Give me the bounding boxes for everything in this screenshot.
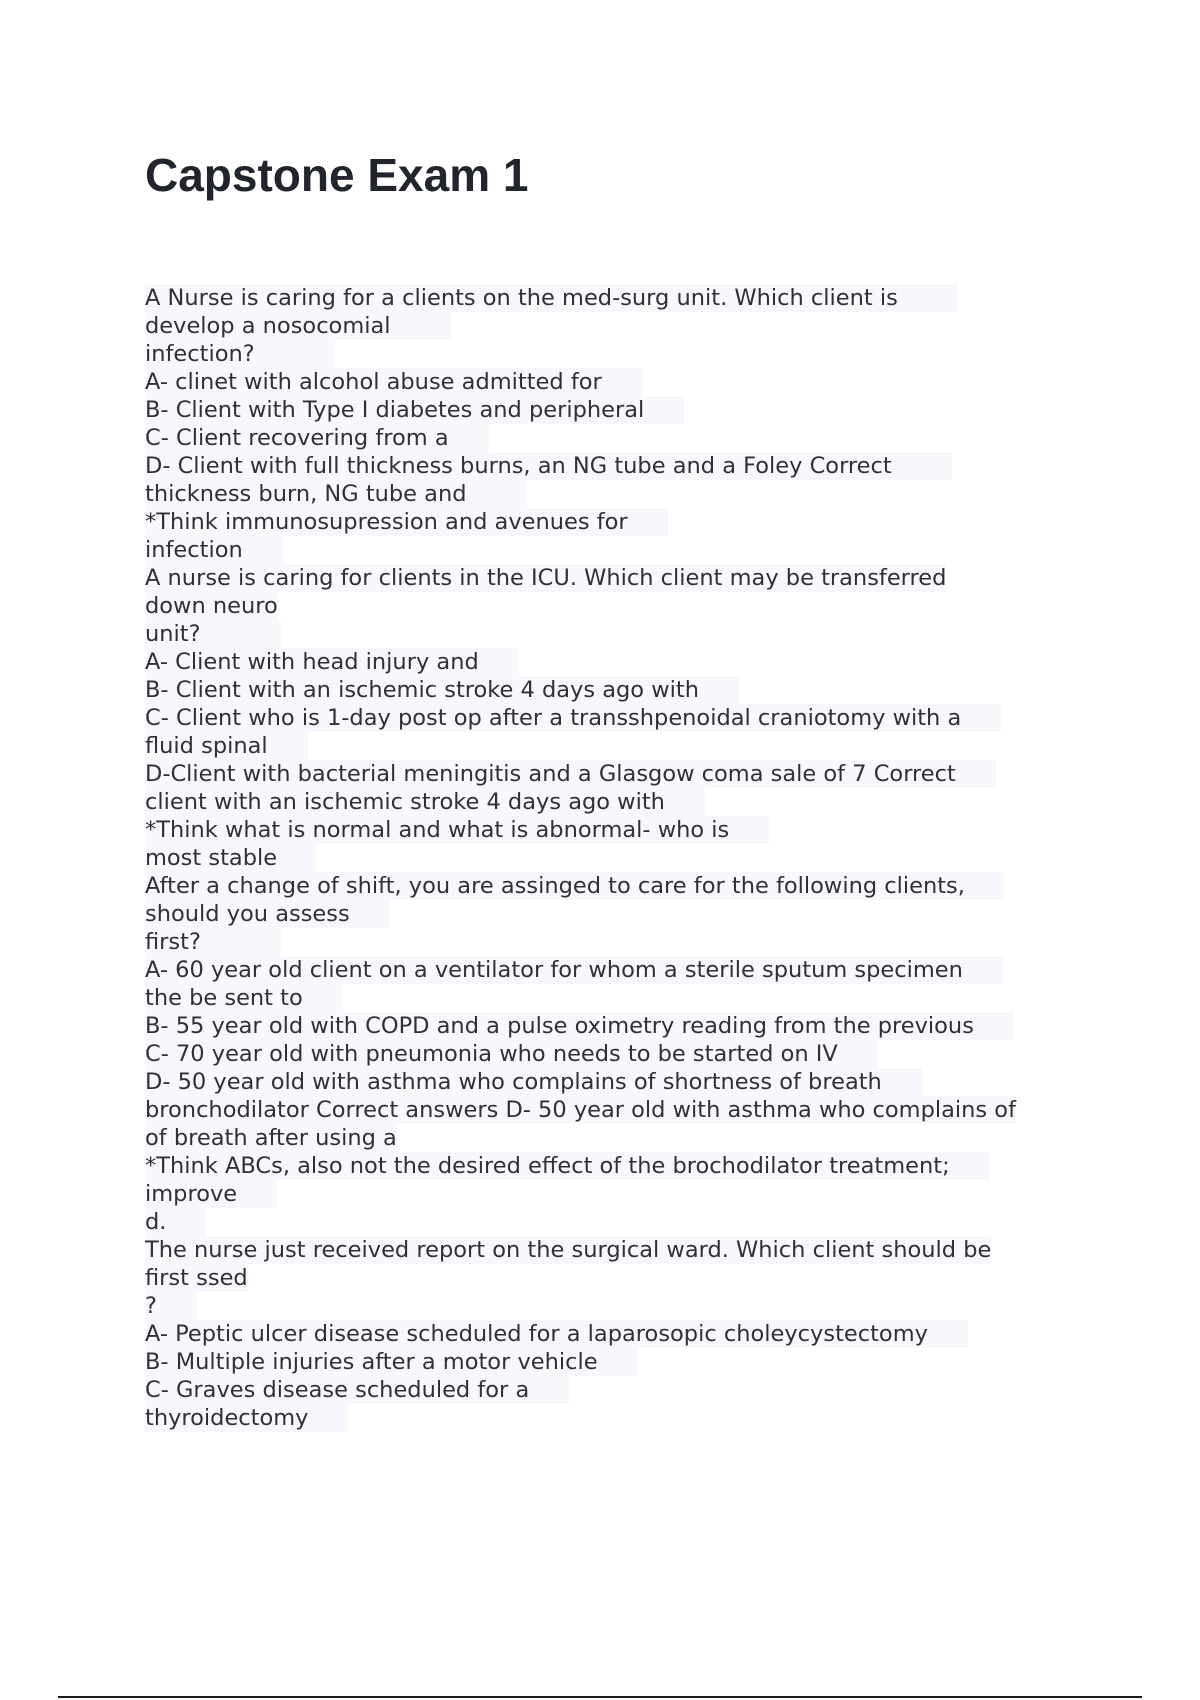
text-line: unit? bbox=[145, 620, 281, 648]
document-body bbox=[145, 284, 1085, 1432]
text-line: down neuro bbox=[145, 593, 278, 619]
text-line: D-Client with bacterial meningitis and a Glasgow coma sale of 7 Correct bbox=[145, 760, 996, 788]
text-line: first ssed bbox=[145, 1265, 248, 1291]
footer-divider bbox=[58, 1696, 1142, 1698]
text-line: A- Peptic ulcer disease scheduled for a laparosopic choleycystectomy bbox=[145, 1320, 968, 1348]
text-line: d. bbox=[145, 1208, 206, 1236]
document-title: Capstone Exam 1 bbox=[145, 149, 529, 201]
text-line: most stable bbox=[145, 844, 317, 872]
text-line: A- Client with head injury and bbox=[145, 648, 519, 676]
text-line: bronchodilator Correct answers D- 50 year old with asthma who complains of bbox=[145, 1097, 1016, 1123]
text-line: infection? bbox=[145, 340, 335, 368]
text-line: improve bbox=[145, 1180, 277, 1208]
text-line: thyroidectomy bbox=[145, 1404, 349, 1432]
text-line: B- Multiple injuries after a motor vehicle bbox=[145, 1348, 638, 1376]
text-line: A- clinet with alcohol abuse admitted for bbox=[145, 368, 642, 396]
text-line: *Think ABCs, also not the desired effect of the brochodilator treatment; bbox=[145, 1152, 990, 1180]
text-line: ? bbox=[145, 1292, 197, 1320]
text-line: fluid spinal bbox=[145, 732, 308, 760]
text-line: first? bbox=[145, 928, 281, 956]
text-line: thickness burn, NG tube and bbox=[145, 480, 527, 508]
text-line: A- 60 year old client on a ventilator for whom a sterile sputum specimen bbox=[145, 956, 1003, 984]
text-line: client with an ischemic stroke 4 days ago with bbox=[145, 788, 705, 816]
text-line: should you assess bbox=[145, 900, 390, 928]
text-line: *Think what is normal and what is abnormal- who is bbox=[145, 816, 769, 844]
text-line: B- 55 year old with COPD and a pulse oximetry reading from the previous bbox=[145, 1012, 1014, 1040]
text-line: D- Client with full thickness burns, an NG tube and a Foley Correct bbox=[145, 452, 952, 480]
text-line: A Nurse is caring for a clients on the med-surg unit. Which client is bbox=[145, 284, 958, 312]
text-line: After a change of shift, you are assinged to care for the following clients, bbox=[145, 872, 1005, 900]
text-line: C- 70 year old with pneumonia who needs to be started on IV bbox=[145, 1040, 878, 1068]
text-line: of breath after using a bbox=[145, 1125, 397, 1151]
text-line: C- Client who is 1-day post op after a transshpenoidal craniotomy with a bbox=[145, 704, 1001, 732]
text-line: The nurse just received report on the surgical ward. Which client should be bbox=[145, 1237, 992, 1263]
text-line: D- 50 year old with asthma who complains of shortness of breath bbox=[145, 1068, 922, 1096]
text-line: C- Client recovering from a bbox=[145, 424, 489, 452]
text-line: infection bbox=[145, 536, 283, 564]
text-line: C- Graves disease scheduled for a bbox=[145, 1376, 569, 1404]
text-line: B- Client with Type I diabetes and peripheral bbox=[145, 396, 684, 424]
text-line: B- Client with an ischemic stroke 4 days ago with bbox=[145, 676, 739, 704]
text-line: develop a nosocomial bbox=[145, 312, 451, 340]
text-line: A nurse is caring for clients in the ICU. Which client may be transferred bbox=[145, 565, 947, 591]
text-line: the be sent to bbox=[145, 984, 343, 1012]
text-line: *Think immunosupression and avenues for bbox=[145, 508, 668, 536]
